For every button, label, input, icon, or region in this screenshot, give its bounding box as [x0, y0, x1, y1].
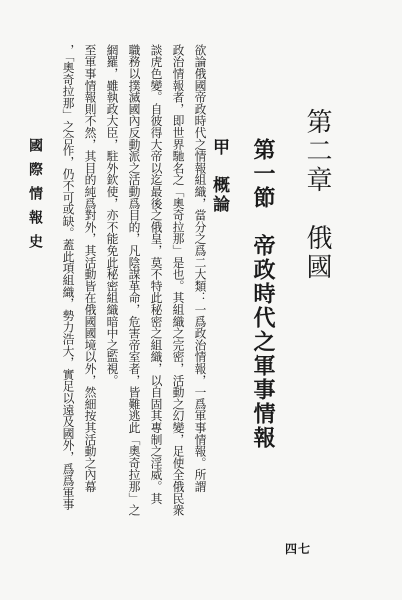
- page-number: 四七: [285, 542, 312, 556]
- body-paragraph-line: ，「奧奇拉那」之合作，仍不可或缺。蓋此項組織，勢力浩大，實足以遠及國外，爲爲軍事: [61, 44, 75, 511]
- body-paragraph-line: 至軍事情報則不然，其目的純爲對外，其活動皆在俄國國境以外，然細按其活動之內幕: [83, 44, 97, 493]
- body-paragraph-line: 職務以撲滅國內反動派之活動爲目的，凡陰謀革命，危害帝室者，皆難逃此「奧奇拉那」之: [127, 44, 141, 516]
- subsection-title: 甲 概論: [209, 138, 229, 214]
- body-paragraph-line: 政治情報者，即世界馳名之「奧奇拉那」是也。其組織之完密，活動之幻變，足使全俄民衆: [171, 44, 185, 516]
- body-paragraph-line: 網羅，雖執政大臣，駐外欽使，亦不能免此秘密組織暗中之監視。: [105, 44, 119, 387]
- running-title: 國際情報史: [27, 138, 43, 258]
- body-paragraph-line: 欲論俄國帝政時代之情報組織，當分之爲二大類：一爲政治情報，一爲軍事情報。所謂: [193, 44, 207, 493]
- body-paragraph-line: 談虎色變。自彼得大帝以迄最後之俄皇，莫不特此秘密之組織，以自固其專制之淫威。其: [149, 44, 163, 505]
- chapter-title: 第二章 俄國: [302, 108, 332, 282]
- section-title: 第一節 帝政時代之軍事情報: [250, 138, 276, 450]
